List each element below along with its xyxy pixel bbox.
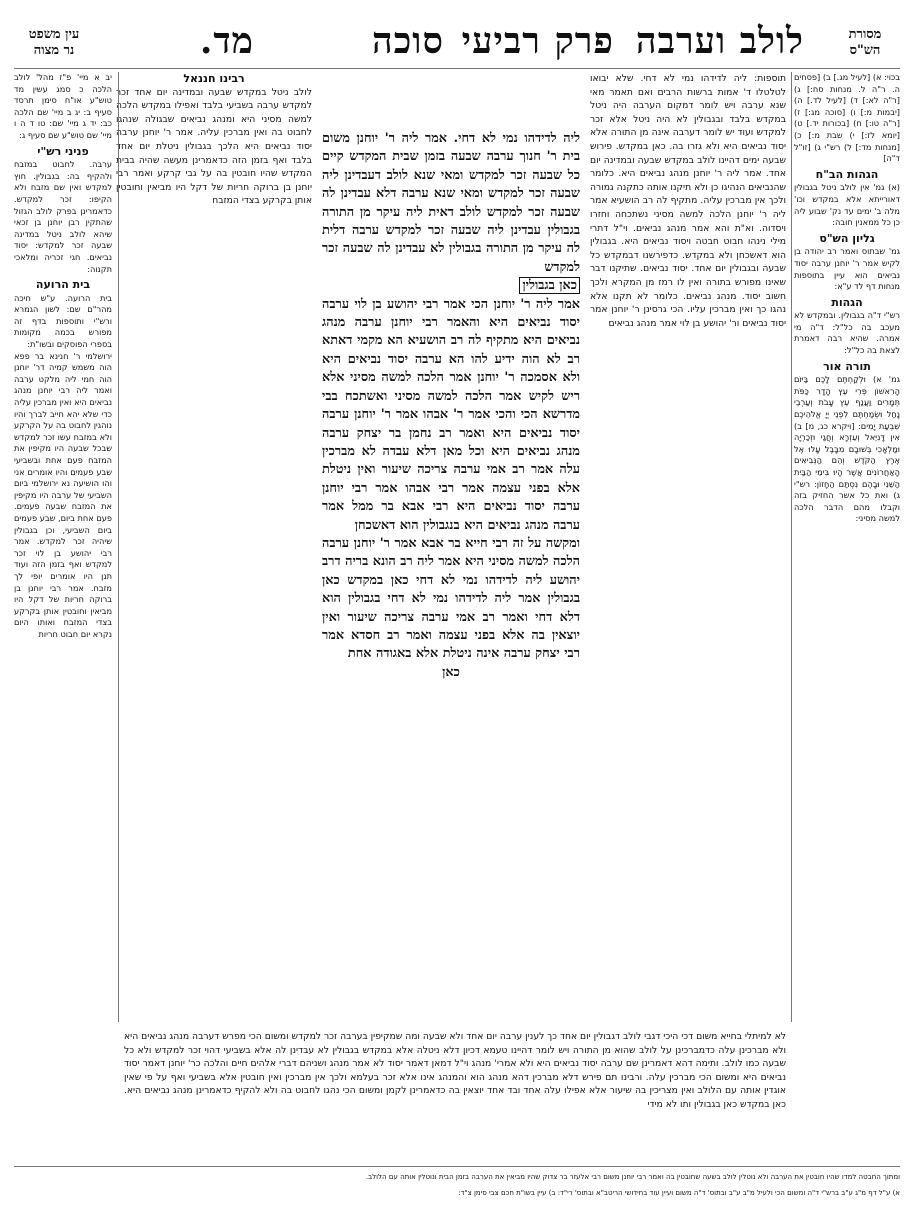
hagahot-habach-heading: הגהות הב"ח (815, 167, 879, 181)
hagahot-habach-text: (א) גמ' אין לולב ניטל בגבולין דאורייתא אלא במקדש וכו' מלה ב' ימים עד נק' שבוע ליה כן כל ממאנין חובה: (794, 182, 900, 228)
masoret-hashas-text: בכוי: א) [לעיל מג.] ב) [פסחים ה. ר"ה ל. מנחות סח:] ג) [ר"ה לא:] ד) [לעיל לד.] ה) [יבמות מ:] ו) [סוכה מג:] ז) [ר"ה טו:] ח) [בכורות יד.] ט) [יומא לז:] י) שבת מ:] כ) [מנחות מד:] ל) רש"י ג) [זו"ל ד"ה] (794, 72, 900, 164)
yerushalmi-text: ירושלמי ר' חנינא בר פפא הוה משמש קמיה דר' יוחנן הוה חמי ליה מלקט ערבה ואמר ליה רבי יוחנן מנהג נביאים היא ואין מברכין עליה כדי שלא יהא חייב לברך והיו נוהגין לחבוט בה על הקרקע ולא במזבח עשו זכר למקדש שבכל שבעה היו מקיפין את המזבח פעם אחת ובשביעי שבע פעמים והיו אומרים אני והו הושיעה נא ירושלמי ביום השביעי של ערבה היו מקיפין את המזבח שבעה פעמים. פעם אחת ביום, שבע פעמים ביום השביעי, וכן בגבולין שיהיה זכר למקדש. אמר רבי יהושע בן לוי זכר למקדש ואף בזמן הזה ועוד תנן היו אומרים יופי לך מזבח. אמר רבי יוחנן בן ברוקה חריות של דקל היו מביאין וחובטין אותן בקרקע בצדי המזבח ואותו היום נקרא יום חבוט חריות (14, 350, 112, 639)
bottom-commentary (124, 1030, 786, 1160)
rabbeinu-chananel-heading: רבינו חננאל (183, 72, 245, 85)
penini-rashi-text: ערבה. לחבוט במזבח ולהקיף בה: בגבולין. חוץ למקדש ואין שם מזבח ולא הקיפו: זכר למקדש. כדאמרינן בפרק לולב הגזול שהתקין רבן יוחנן בן זכאי שיהא לולב ניטל במדינה שבעה זכר למקדש: יסוד נביאים. חגי זכריה ומלאכי תקנוה: (14, 159, 112, 274)
bottom-commentary-text: לא למיתלי בחייא משום דכי היכי דגבי לולב דגבולין יום אחד כך לענין ערבה יום אחד ולא שבעה ומה שמקיפין בערבה זכר למקדש ומשום הכי מפרש דערבה מנהג נביאים היא ולא מברכינן עלה כדמברכינן על לולב שהוא מן התורה ויש לומר דהיינו טעמא דכיון דלא ניטלה אלא במקדש בגבולין לא עבדינן לה אלא בשביעי דהוי זכר למקדש ולא כל שבעה כמו לולב. ותימה דהא דאמרינן שם ערבה יסוד נביאים היא ולא אמרי' מנהג וי"ל דמאן דאמר יסוד לא אמר מנהג ושניהם דברי אלהים חיים והלכה כר' יוחנן דאמר יסוד נביאים היא ומשום הכי מברכין עלה. ורבינו תם פירש דלא מברכין דהא מנהג הוא והמנהג אינו אלא זכר בעלמא ולכך אין מברכין ואין חובטין אלא בשביעי ואף על פי שאין אוגדין אותה עם הלולב ואין מצריכין בה שיעור אלא אפילו עלה אחד ובד אחד יוצאין בה כדאמרינן לקמן ומשום הכי נהגו לחבוט בה ולא להקיף כדאמרינן מנהג נביאים היא. כאן במקדש כאן בגבולין ותו לא מידי (124, 1031, 786, 1110)
hashas-label: הש"ס (849, 43, 881, 58)
beit-haroeh-text: בית הרועה. ע"ש חיכה מהר"ם שם: לשון הגמרא ורש"י ותוספות בדף זה מפורש בכמה מקומות בספרי הפוסקים ובשו"ת: (14, 292, 112, 350)
torah-or-text: גמ' א) וּלְקַחְתֶּם לָכֶם בַּיּוֹם הָרִאשׁוֹן פְּרִי עֵץ הָדָר כַּפֹּת תְּמָרִים וַעֲנַף עֵץ עָבֹת וְעַרְבֵי נָחַל וּשְׂמַחְתֶּם לִפְנֵי יְיָ אֱלֹהֵיכֶם שִׁבְעַת יָמִים: [ויקרא כג, מ] ב) אִין דָּנִיֵּאל וְעֵזְרָא וְחֲגַי וּזְכַרְיָה וּמַלְאָכִי בְּשׁוּבָם מִבָּבֶל עָלוּ אֶל אֶרֶץ הַקֹּדֶשׁ וְהֵם הַנְּבִיאִים הָאַחֲרוֹנִים אֲשֶׁר הָיוּ בִּימֵי הַבַּיִת הַשֵּׁנִי וּבָהֶם נִסְתַּם הַחָזוֹן: רש"י ג) ואת כל אשר החזיק בזה וקבלו מהם הדבר הלכה למשה מסיני: (794, 374, 900, 524)
gemara-text-1: ליה לדידהו נמי לא דחי. אמר ליה ר' יוחנן משום בית ר' חנוך ערבה שבעה בזמן שבית המקדש קיים כל שבעה זכר למקדש ומאי שנא לולב דעבדינן ליה שבעה זכר למקדש ומאי שנא ערבה דלא עבדינן לה שבעה זכר למקדש לולב דאית ליה עיקר מן התורה בגבולין עבדינן ליה שבעה זכר למקדש ערבה דלית לה עיקר מן התורה בגבולין לא עבדינן לה שבעה זכר למקדש (322, 131, 580, 275)
separator-left-margin (118, 72, 119, 1022)
penini-rashi-heading: פניני רש"י (37, 144, 89, 158)
beit-haroeh-heading: בית הרועה (35, 278, 91, 292)
gemara-boxed-line (322, 277, 580, 295)
chapter-number: פרק רביעי (461, 20, 614, 62)
separator-right-margin (791, 72, 792, 1022)
gemara-column (322, 130, 580, 1020)
gemara-end-word: כאן (442, 664, 460, 680)
ein-mishpat-text: יב א מיי' פ"ז מהל' לולב הלכה כ סמג עשין מד טוש"ע או"ח סימן תרסד סעיף ב: יג ב מיי' שם הלכה כב: יד ג מיי' שם: טו ד ה ו מיי' שם טוש"ע שם סעיף ג: (14, 72, 112, 140)
rabbeinu-chananel-text: לולב ניטל במקדש שבעה ובמדינה יום אחד זכר למקדש ערבה בשביעי בלבד ואפילו במקדש הלכה למשה מסיני היא ומנהג נביאים שבגולה שנהגו לחבוט בה ואין מברכין עליה. אמר ר' יוחנן ערבה יסוד נביאים היא הלכך בגבולין ניטלת יום אחד בלבד ואף בזמן הזה כדאמרינן מעשה שהיה בבית המקדש שהיו חובטין בה על גבי קרקע ואמר רבי יוחנן בן ברוקה חריות של דקל היו מביאין וחובטין אותן בקרקע בצדי המזבח (116, 86, 312, 207)
ner-mitzvah-label: נר מצוה (33, 43, 75, 58)
rashi-column (590, 72, 786, 1022)
masoret-label-block (830, 26, 900, 58)
left-margin-column (14, 72, 112, 1022)
folio-number: מד. (199, 20, 254, 62)
torah-or-heading: תורה אור (823, 359, 871, 373)
chapter-name: לולב וערבה (635, 20, 804, 62)
hagahot-heading: הגהות (831, 295, 863, 309)
footnote-line-2: א) ע"ל דף מ"ג ע"ב ברש"י ד"ה ומשום הכי ולעיל מ"ב ע"ב ובתוס' ד"ה משום ועיין עוד בחידושי הריטב"א ובתוס' רי"ד: ב) עיין בשו"ת חכם צבי סימן צ"ד: (458, 1189, 900, 1197)
gemara-text-2: אמר ליה ר' יוחנן הכי אמר רבי יהושע בן לוי ערבה יסוד נביאים היא והאמר רבי יוחנן ערבה מנהג נביאים היא מתקיף לה רב הושעיא הא מקמי דאתא רב לא הוה ידיע להו הא ערבה יסוד נביאים היא ולא אסמכה ר' יוחנן אמר הלכה למשה מסיני אלא ריש לקיש אמר הלכה למשה מסיני ואשתכח בבי מדרשא הכי והכי אמר ר' אבהו אמר ר' יוחנן ערבה יסוד נביאים היא ואמר רב נחמן בר יצחק ערבה מנהג נביאים היא וכל מאן דלא עבדה לא מברכין עלה אמר רב אמי ערבה צריכה שיעור ואין ניטלת אלא בפני עצמה אמר רבי אבהו אמר רבי יוחנן ערבה יסוד נביאים היא רבי אבא בר ממל אמר ערבה מנהג נביאים היא בנגבולין הוא דאשכחן (322, 296, 580, 533)
tractate-name: סוכה (372, 20, 444, 62)
gilyon-hashas-heading: גליון הש"ס (819, 231, 875, 245)
masoret-label: מסורת (848, 27, 882, 42)
tosafot-column (116, 72, 312, 1022)
gilyon-hashas-text: גמ' שבתוס ואמר רב יהודה בן לקיש אמר ר' יוחנן ערבה יסוד נביאים הוא עיין בתוספות מנחות דף לד ע"א: (794, 246, 900, 292)
ein-mishpat-label-block (14, 26, 94, 58)
gemara-text-3: ומקשה על זה רבי חייא בר אבא אמר ר' יוחנן ערבה הלכה למשה מסיני היא אמר ליה רב הונא בריה דרב יהושע ליה לדידהו נמי לא דחי כאן במקדש כאן בגבולין אמר ליה לדידהו נמי לא דחי בגבולין הוא דלא דחי ואמר רב אמי ערבה צריכה שיעור ואין יוצאין בה אלא בפני עצמה ואמר רב חסדא אמר רבי יצחק ערבה אינה ניטלת אלא באגודה אחת (322, 535, 580, 662)
footnote-rule (14, 1166, 900, 1167)
hagahot-text: רש"י ד"ה בגבולין. ובמקדש לא מעכב בה כל"ל: ד"ה מי אמרה. שהיא רבה דאמרת לצאת בה כל"ל: (794, 310, 900, 356)
ein-mishpat-label: עין משפט (28, 27, 80, 42)
header-rule (14, 68, 900, 69)
footnote-line-1: ומתוך החבטה למדו שהיו חובטין את הערבה ולא נוטלין לולב בשעה שחובטין בה ואמר רבי יוחנן משום רבי אלעזר בר צדוק שהיו מביאין את הערבה בזמן הבית ונוטלין אותה עם הלולב. (365, 1173, 900, 1181)
gemara-boxed-phrase: כאן בגבולין (519, 277, 580, 294)
rashi-text: תוספות: ליה לדידהו נמי לא דחי. שלא יבואו לטלטלו ד' אמות ברשות הרבים ואם תאמר מאי שנא ערבה ויש לומר דמקום הערבה היה ניטל במקדש בלבד ובגבולין לא היה ניטל אלא זכר למקדש ועוד יש לומר דערבה אינה מן התורה אלא יסוד נביאים היא ולא גזרו בה. כאן במקדש. פירוש שבעה ימים דהיינו לולב במקדש שבעה ובמדינה יום אחד. אמר ליה ר' יוחנן מנהג נביאים היא. כלומר שהנביאים הנהיגו כן ולא תיקנו אותה כתקנה גמורה ולכך אין מברכין עליה. מתקיף לה רב הושעיא אמר ליה ר' יוחנן הלכה למשה מסיני נשתכחה וחזרו ויסדוה. וא"ת והא אמר מנהג נביאים. וי"ל דתרי מילי נינהו חבוט חבטה ויסוד נביאים היא. בגבולין הוא דאשכחן ולא במקדש. כדפירשנו דבמקדש כל שבעה ובגבולין יום אחד. יסוד נביאים. שתיקנו דבר שאינו מפורש בתורה ואין לו רמז מן המקרא ולכך חשוב יסוד. מנהג נביאים. כלומר לא תקנו אלא נהגו כך ואין מברכין עליו. הכי גרסינן ר' יוחנן אמר יסוד נביאים ור' יהושע בן לוי אמר מנהג נביאים (590, 73, 786, 329)
right-margin-column (794, 72, 900, 1022)
